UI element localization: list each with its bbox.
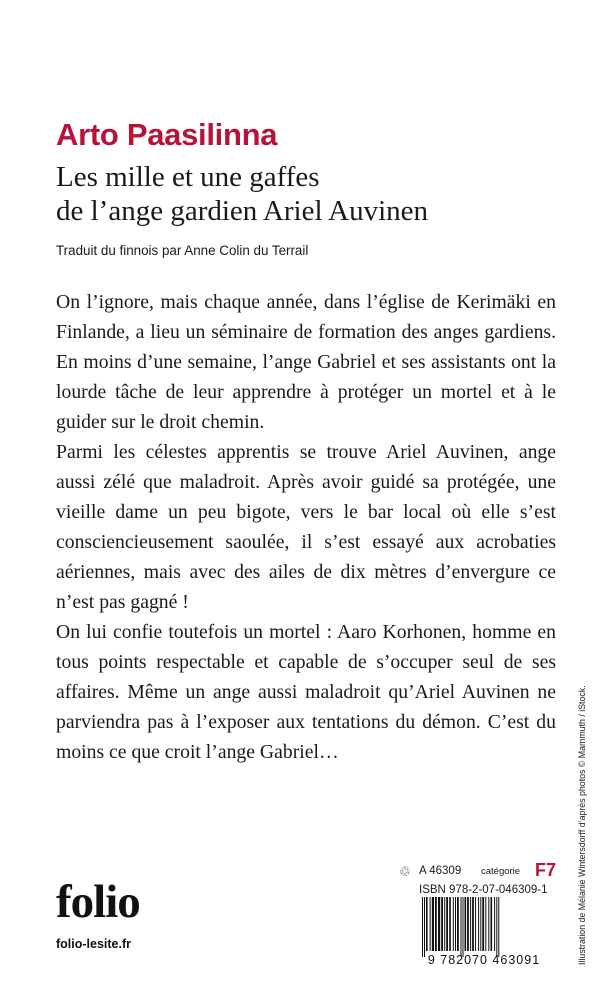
- category-value: F7: [535, 860, 557, 880]
- barcode-bar: [491, 897, 493, 951]
- book-title-line-2: de l’ange gardien Ariel Auvinen: [56, 195, 429, 227]
- product-codes: [399, 860, 559, 896]
- barcode-bar: [463, 897, 464, 957]
- back-cover-blurb: [56, 287, 556, 767]
- barcode-bar: [422, 897, 423, 957]
- paper-cycle-icon: ♲: [399, 864, 411, 879]
- barcode-bar: [494, 897, 495, 951]
- publisher-logo: folio: [56, 876, 140, 928]
- barcode-bar: [438, 897, 440, 951]
- barcode: [408, 897, 560, 967]
- barcode-bar: [478, 897, 479, 951]
- barcode-bar: [430, 897, 431, 951]
- barcode-number: 9 782070 463091: [427, 953, 541, 967]
- barcode-bar: [461, 897, 462, 957]
- barcode-bar: [482, 897, 484, 951]
- barcode-bars: [422, 897, 499, 957]
- blurb-paragraph-3: On lui confie toutefois un mortel : Aaro Korhonen, homme en tous points respectable et capable de s’occuper seul de ses affaires. Même un ange aussi maladroit qu’Ariel Auvinen ne parviendra pas à l’exposer aux tentations du démon. C’est du moins ce que croit l’ange Gabriel…: [56, 621, 556, 763]
- barcode-bar: [498, 897, 499, 957]
- blurb-paragraph-1: On l’ignore, mais chaque année, dans l’église de Kerimäki en Finlande, a lieu un séminaire de formation des anges gardiens. En moins d’une semaine, l’ange Gabriel et ses assistants ont la lourde tâche de leur apprendre à protéger un mortel et à le guider sur le droit chemin.: [56, 291, 556, 433]
- barcode-bar: [488, 897, 489, 951]
- barcode-bar: [435, 897, 437, 951]
- barcode-bar: [453, 897, 454, 951]
- barcode-bar: [480, 897, 481, 951]
- barcode-bar: [455, 897, 456, 951]
- translator-credit: Traduit du finnois par Anne Colin du Terrail: [56, 243, 309, 258]
- barcode-bar: [485, 897, 486, 951]
- barcode-bar: [470, 897, 471, 951]
- barcode-bar: [465, 897, 467, 951]
- barcode-bar: [432, 897, 434, 951]
- barcode-bar: [496, 897, 497, 957]
- barcode-bar: [424, 897, 425, 957]
- isbn: ISBN 978-2-07-046309-1: [419, 884, 548, 896]
- reference-code: A 46309: [419, 865, 462, 877]
- book-title: [56, 160, 428, 228]
- author-name: Arto Paasilinna: [56, 117, 278, 152]
- barcode-bar: [472, 897, 474, 951]
- barcode-bar: [446, 897, 448, 951]
- illustration-credit: Illustration de Mélanie Wintersdorff d’après photos © Mammuth / iStock.: [577, 685, 587, 965]
- reference-row: [399, 862, 559, 884]
- barcode-bar: [444, 897, 445, 951]
- category-label: catégorie: [481, 866, 521, 877]
- barcode-bar: [426, 897, 428, 951]
- blurb-paragraph-2: Parmi les célestes apprentis se trouve Ariel Auvinen, ange aussi zélé que maladroit. Après avoir guidé sa protégée, une vieille dame un peu bigote, vers le bar local où elle s’est consciencieusement saoulée, il s’est essayé aux acrobaties aériennes, mais avec des ailes de dix mètres d’envergure ce n’est pas gagné !: [56, 441, 556, 613]
- barcode-bar: [449, 897, 451, 951]
- barcode-bar: [475, 897, 476, 951]
- barcode-bar: [467, 897, 469, 951]
- publisher-site: folio-lesite.fr: [56, 937, 132, 951]
- barcode-bar: [457, 897, 459, 951]
- barcode-bar: [441, 897, 443, 951]
- book-title-line-1: Les mille et une gaffes: [56, 161, 320, 193]
